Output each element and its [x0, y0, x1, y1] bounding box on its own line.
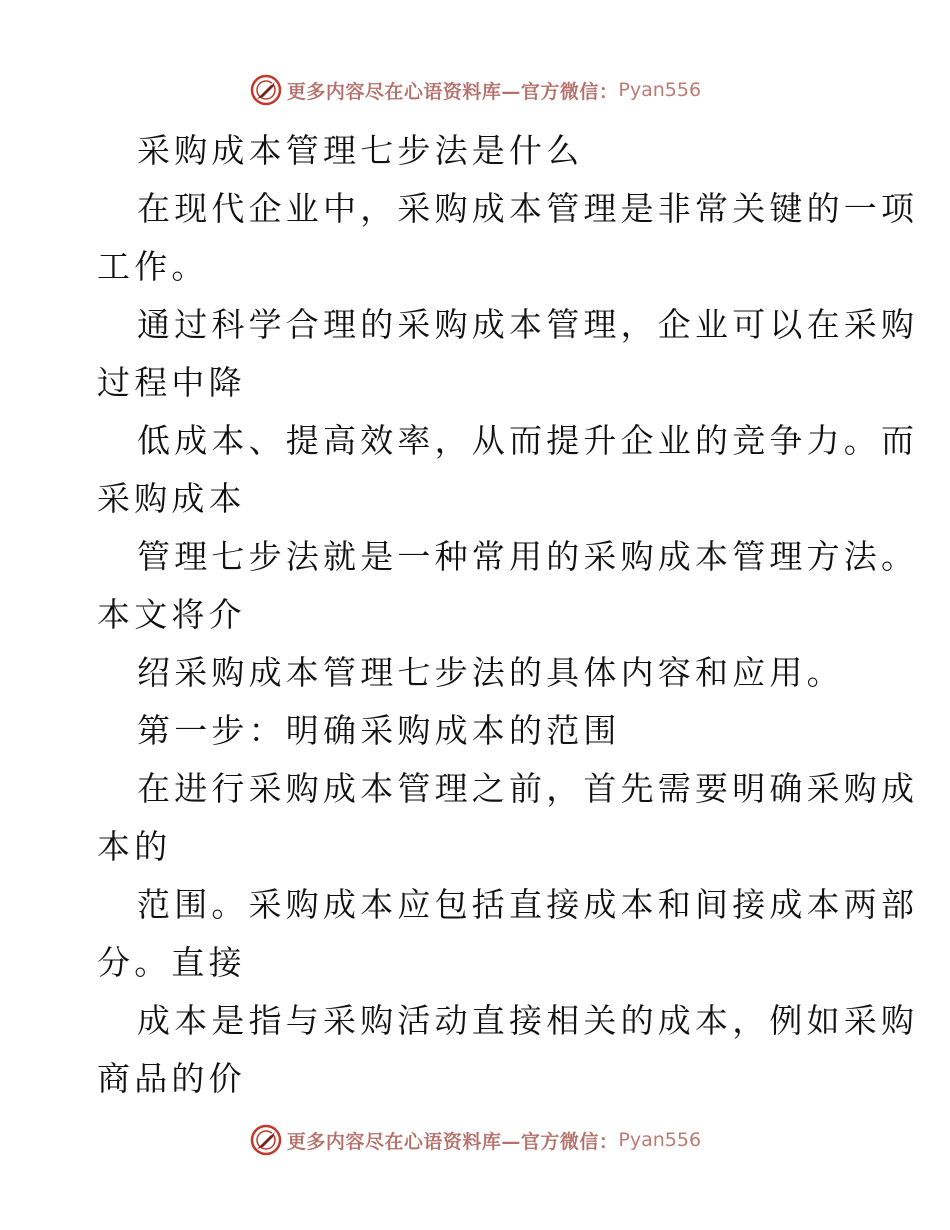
banner-text: 更多内容尽在心语资料库—官方微信：: [286, 80, 619, 103]
text-line: 范围。采购成本应包括直接成本和间接成本两部: [137, 885, 919, 924]
text-line: 低成本、提高效率，从而提升企业的竞争力。而: [137, 421, 919, 460]
text-line: 本文将介: [97, 595, 246, 634]
section-heading: 第一步：明确采购成本的范围: [137, 711, 621, 750]
pen-nib-icon: [249, 73, 283, 107]
wechat-id: Pyan556: [618, 1129, 702, 1151]
text-line: 采购成本: [97, 479, 246, 518]
text-line: 在进行采购成本管理之前，首先需要明确采购成: [137, 769, 919, 808]
text-line: 绍采购成本管理七步法的具体内容和应用。: [137, 653, 844, 692]
header-banner: [0, 70, 950, 110]
document-title: 采购成本管理七步法是什么: [137, 131, 584, 170]
text-line: 分。直接: [97, 943, 246, 982]
text-line: 通过科学合理的采购成本管理，企业可以在采购: [137, 305, 919, 344]
document-body: [97, 122, 919, 1108]
banner-text: 更多内容尽在心语资料库—官方微信：: [286, 1130, 619, 1153]
text-line: 管理七步法就是一种常用的采购成本管理方法。: [137, 537, 919, 576]
wechat-id: Pyan556: [618, 79, 702, 101]
text-line: 成本是指与采购活动直接相关的成本，例如采购: [137, 1001, 919, 1040]
text-line: 商品的价: [97, 1059, 246, 1098]
footer-banner: [0, 1120, 950, 1160]
text-line: 本的: [97, 827, 172, 866]
text-line: 在现代企业中，采购成本管理是非常关键的一项: [137, 189, 919, 228]
text-line: 工作。: [97, 247, 209, 286]
text-line: 过程中降: [97, 363, 246, 402]
pen-nib-icon: [249, 1123, 283, 1157]
